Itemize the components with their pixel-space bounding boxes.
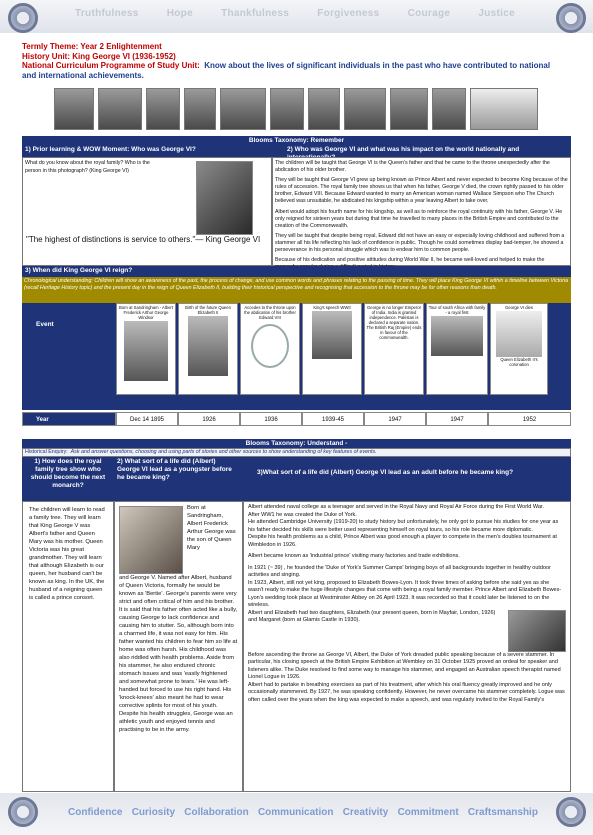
curriculum-label: National Curriculum Programme of Study Unit:	[22, 61, 200, 71]
header-value: Justice	[478, 8, 515, 19]
photo	[98, 88, 142, 130]
adult-paragraph: Before ascending the throne as George VI, Albert, the Duke of York dreaded public speaking because of a severe stammer. In particular, his closing speech at the British Empire Exhibition at Wembley on 31 October 1925 proved an ordeal for speaker and listeners alike. The Duke resolved to find some way to manage his stammer, and engaged an Australian speech therapist named Lionel Logue in 1926.	[248, 651, 561, 680]
photo	[344, 88, 386, 130]
photo	[220, 88, 266, 130]
event-text: George VI dies	[505, 305, 533, 310]
curriculum-text: Know about the lives of significant individuals in the past who have contributed to national and international achievements.	[22, 61, 551, 80]
footer-value: Curiosity	[131, 807, 176, 818]
section-remember-title: Blooms Taxonomy: Remember	[22, 136, 571, 145]
photo	[390, 88, 428, 130]
adult-life-cell	[243, 501, 571, 792]
event-photo	[188, 316, 228, 376]
school-crest-right-icon	[556, 3, 586, 33]
footer-value: Communication	[257, 807, 334, 818]
enquiry-text: Ask and answer questions, choosing and using parts of stories and other sources to show understanding of key features of events.	[70, 449, 377, 455]
timeline-event	[302, 303, 362, 395]
youth-cell	[114, 501, 243, 792]
understand-question-1: 1) How does the royal family tree show who should become the next monarch?	[22, 457, 114, 501]
understand-question-3: 3)What sort of a life did (Albert) George VI lead as an adult before he became king?	[243, 457, 571, 501]
footer-value: Creativity	[342, 807, 389, 818]
event-text: Tour of south Africa with family - a royal first	[428, 305, 486, 315]
timeline-event	[364, 303, 424, 395]
adult-paragraph: After WW1 he was created the Duke of York.	[248, 511, 357, 518]
year-row	[22, 412, 571, 426]
timeline-event	[178, 303, 238, 395]
youth-text: and George V. Named after Albert, husband of Queen Victoria, formally he would be known as 'Bertie'. George's parents were very strict and often critical of him and his brother. It is said that his father often acted like a bully, causing George to lack confidence and causing him to stutter. So, although born into a charmed life, it was not easy for him. His father wanted his children to fear him so life at home was often harsh. His childhood was also riddled with health problems. Aside from his stammer, he also endured chronic stomach issues and was 'easily frightened and somewhat prone to tears.' He was left-handed but forced to use his right hand. His 'knock-knees' also meant he had to wear corrective splints for most of his youth. Despite his health struggles, George was an athletic youth and enjoyed tennis and practising to be in the army.	[119, 575, 238, 733]
newspaper-photo	[470, 88, 538, 130]
adult-paragraph: Albert and Elizabeth had two daughters, Elizabeth (our present queen, born in Mayfair, London, 1926) and Margaret (born at Glamis Castle in 1930).	[248, 609, 496, 623]
impact-paragraph: The children will be taught that George VI is the Queen's father and that he came to the throne unexpectedly after the abdication of his older brother.	[275, 160, 550, 174]
family-tree-text: The children will learn to read a family tree. They will learn that King George V was Albert's father and Queen Mary was his mother. Queen Victoria was his great grandmother. They will learn that although Elizabeth is our queen, her husband can't be known as king. In the UK, the husband of a reigning queen is called a prince consort.	[29, 507, 105, 601]
school-crest-right-icon	[556, 797, 586, 827]
event-year: 1936	[240, 412, 302, 426]
adult-paragraph: Albert became known as 'industrial prince' visiting many factories and trade exhibitions.	[248, 553, 460, 559]
event-year: 1926	[178, 412, 240, 426]
section-understand-title: Blooms Taxonomy: Understand -	[22, 439, 571, 448]
event-extra: Queen Elizabeth II's coronation	[500, 357, 538, 367]
event-text: King's speech WWII	[313, 305, 351, 310]
impact-cell	[272, 157, 571, 266]
event-text: Birth of the future Queen Elizabeth II	[185, 305, 231, 315]
timeline-event	[116, 303, 176, 395]
school-crest-left-icon	[8, 3, 38, 33]
adult-paragraph: Albert had to partake in breathing exercises as part of his treatment, after which his oral fluency greatly improved and he only occasionally stammered. By 1927, he was speaking confidently. However, he never overcame his stammer completely. Logue was often called over the years when the king was expected to make a speech, and was regularly invited to the Royal Family's	[248, 681, 565, 703]
year-label: Year	[22, 412, 116, 426]
impact-paragraph: Albert would adopt his fourth name for his kingship, as well as to reinforce the royal continuity with his father, George V. He only reigned for sixteen years but during that time he travelled to many places in the British Empire and contributed to the creation of the Commonwealth.	[275, 208, 563, 229]
header-value: Forgiveness	[317, 8, 380, 19]
event-photo	[431, 316, 483, 356]
family-tree-cell	[22, 501, 114, 792]
young-albert-photo	[119, 506, 183, 574]
event-year: 1947	[364, 412, 426, 426]
footer-value: Commitment	[397, 807, 459, 818]
historical-enquiry	[22, 448, 571, 457]
newspaper-photo	[496, 311, 542, 357]
footer-value: Confidence	[68, 807, 123, 818]
photo	[54, 88, 94, 130]
footer-values	[68, 807, 538, 818]
photo-strip	[22, 88, 570, 128]
adult-paragraph: Despite his health problems as a child, Prince Albert was good enough a player to compete in the men's doubles tournament at Wimbledon in 1926.	[248, 534, 557, 548]
event-label: Event	[36, 321, 54, 328]
king-george-portrait	[196, 161, 253, 235]
understand-question-2: 2) What sort of a life did (Albert) George VI lead as a youngster before he became king?	[114, 457, 243, 501]
impact-paragraph: They will be taught that George VI grew up being known as Prince Albert and never expected to become King because of the rules of accession. The royal family tree shows us that when his father, George V died, the crown rightly passed to his older brother, Edward VIII. Because Edward wanted to marry an American woman named Wallace Simpson who The Church believed was unsuitable, he abdicated his kingship within a year leaving Albert to take over.	[275, 177, 568, 205]
photo	[146, 88, 180, 130]
youth-side-text: Born at Sandringham, Albert Frederick Arthur George was the son of Queen Mary	[187, 505, 236, 551]
photo	[308, 88, 340, 130]
adult-paragraph: In 1923, Albert, still not yet king, proposed to Elizabeth Bowes-Lyon. It took three times of asking before she said yes as she wasn't ready to make the huge lifestyle changes that come with being a royal family member. Prince Albert and Elizabeth Bowes-Lyon's wedding took place at Westminster Abbey on 26 April 1923. It was recorded so that it could later be listened to on the wireless.	[248, 579, 562, 608]
chronological-understanding: Chronological understanding: Children will show an awareness of the past, the process of change, and use common words and phrases relating to the passing of time. They will place King George VI within a timeline between Victoria (recall Heritage History topic) and the present day in the reign of Queen Elizabeth II, building their historical perspective and recognising that accession to the throne may be for other reasons than death.	[22, 277, 571, 303]
impact-paragraph: They will be taught that despite being royal, Edward did not have an easy or especially loving childhood and suffered from a stammer all his life reflecting his lack of confidence in public. Though he could sometimes display bad-temper, he showed a perseverance in his personal struggle which was to endear him to common people.	[275, 232, 565, 254]
timeline-event	[240, 303, 300, 395]
header-values	[75, 8, 515, 19]
remember-question-2: 2) Who was George VI and what was his impact on the world nationally and internationally?	[272, 145, 571, 157]
enquiry-label: Historical Enquiry:	[25, 449, 68, 455]
school-crest-left-icon	[8, 797, 38, 827]
header-value: Hope	[166, 8, 193, 19]
event-photo	[312, 311, 352, 359]
event-text: Accedes to the throne upon the abdication of his brother Edward VIII	[244, 305, 296, 320]
remember-question-1: 1) Prior learning & WOW Moment: Who was George VI?	[22, 145, 272, 157]
intro	[22, 42, 562, 80]
termly-theme: Termly Theme: Year 2 Enlightenment	[22, 42, 162, 51]
header-value: Thankfulness	[221, 8, 290, 19]
adult-paragraph: He attended Cambridge University (1919-20) to study history but unfortunately, he only got to pursue his studies for one year as his father decided his skills were better used representing himself on royal tours, so his role became more diplomatic.	[248, 519, 559, 533]
photo	[432, 88, 466, 130]
event-photo	[124, 321, 168, 381]
prior-learning-text: What do you know about the royal family? Who is the person in this photograph? (King George VI)	[25, 160, 150, 174]
king-quote: "The highest of distinctions is service to others."— King George VI	[26, 235, 261, 244]
timeline-event	[490, 303, 548, 395]
photo	[184, 88, 216, 130]
adult-paragraph: In 1921 (~ 39) , he founded the 'Duke of York's Summer Camps' bringing boys of all backgrounds together in healthy outdoor activities and singing.	[248, 564, 551, 578]
adult-paragraph: Albert attended naval college as a teenager and served in the Royal Navy and Royal Air Force during the First World War.	[248, 504, 544, 510]
royal-cypher-icon	[251, 324, 289, 368]
impact-paragraph: Because of his dedication and positive attitudes during World War II, he became well-loved and helped to make the	[275, 257, 545, 264]
event-year: 1947	[426, 412, 488, 426]
timeline-question: 3) When did King George VI reign?	[22, 266, 571, 277]
header-value: Courage	[407, 8, 451, 19]
event-text: Born at Sandringham - Albert Frederick Arthur George Windsor	[118, 305, 173, 320]
history-unit: History Unit: King George VI (1936-1952)	[22, 51, 176, 61]
photo	[270, 88, 304, 130]
family-photo	[508, 610, 566, 652]
timeline-event	[426, 303, 488, 395]
footer-value: Craftsmanship	[467, 807, 538, 818]
event-year: Dec 14 1895	[116, 412, 178, 426]
header-value: Truthfulness	[75, 8, 139, 19]
event-year: 1939-45	[302, 412, 364, 426]
event-year: 1952	[488, 412, 571, 426]
event-text: George is no longer Emperor of India. India is granted independence. Pakistan is declared a separate nation. The British Raj (Empire) ends in favour of the commonwealth.	[366, 305, 422, 340]
footer-value: Collaboration	[184, 807, 249, 818]
